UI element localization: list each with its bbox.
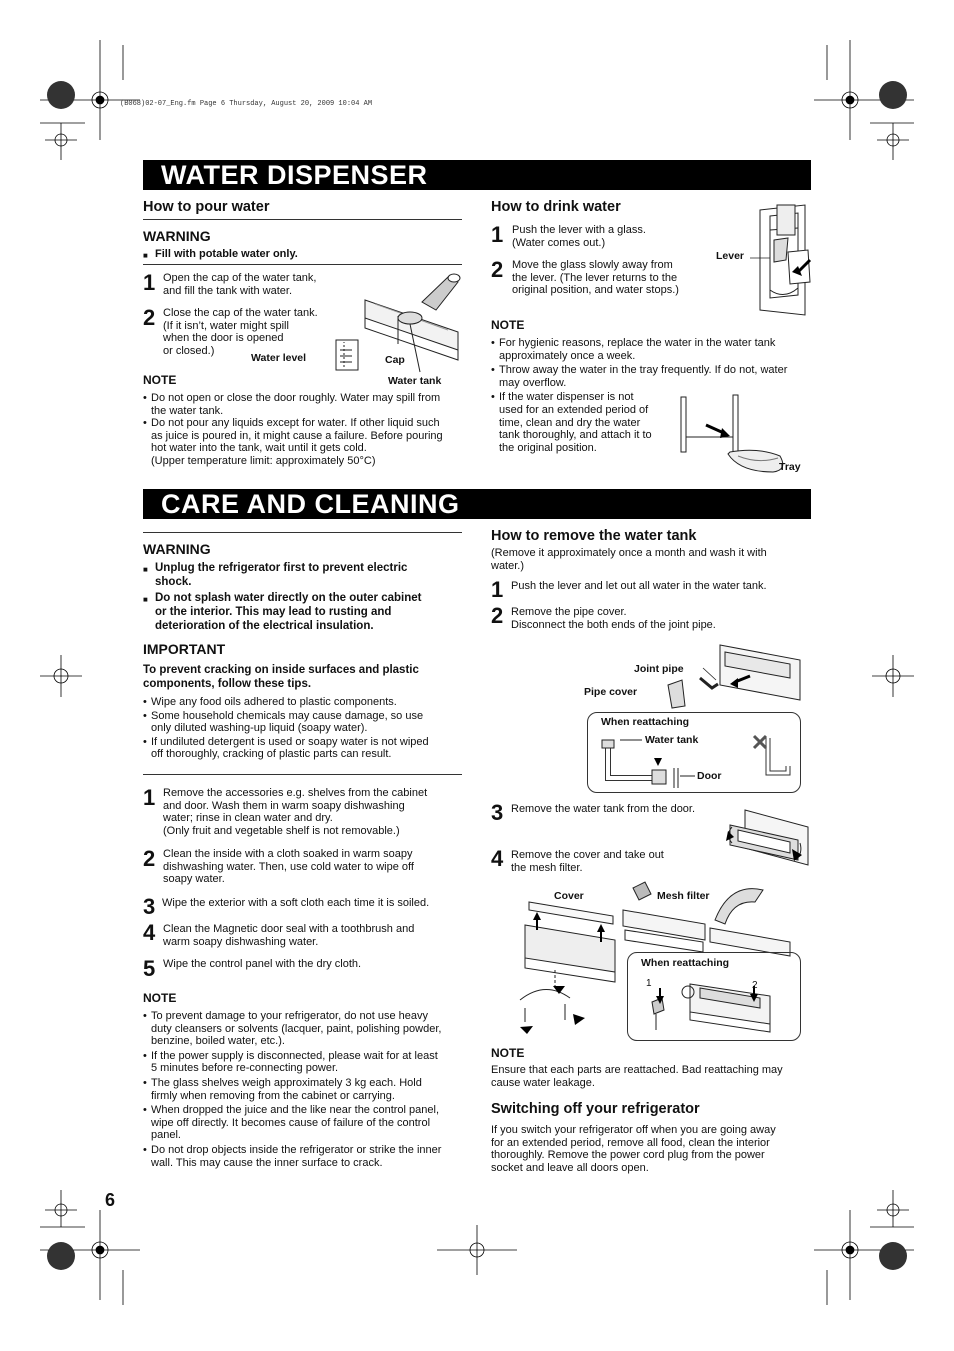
step-number: 2 <box>491 603 504 628</box>
step-number: 1 <box>143 270 156 295</box>
pour-notes <box>143 392 465 468</box>
drink-step-1-text: Push the lever with a glass. (Water comes out.) <box>512 224 646 249</box>
remove-step-1-text: Push the lever and let out all water in the water tank. <box>511 580 767 592</box>
note-label: NOTE <box>143 373 177 387</box>
note-label: NOTE <box>491 1046 525 1060</box>
important-label: IMPORTANT <box>143 641 226 657</box>
heading-how-to-drink-water: How to drink water <box>491 199 621 215</box>
warning-label: WARNING <box>143 541 211 557</box>
heading-remove-water-tank: How to remove the water tank <box>491 528 697 544</box>
warning-item: ■ Fill with potable water only. <box>143 248 298 260</box>
warning-item: ■ Unplug the refrigerator first to prevent electric shock. <box>143 562 408 588</box>
note-item: • For hygienic reasons, replace the water in the water tank approximately once a week. <box>491 337 813 362</box>
care-step-2-text: Clean the inside with a cloth soaked in warm soapy dishwashing water. Then, use cold water to wipe off soapy water. <box>163 848 414 886</box>
divider <box>143 532 462 533</box>
care-notes <box>143 1010 465 1169</box>
note-item: • When dropped the juice and the like near the control panel, wipe off directly. It becomes cause of failure of the control panel. <box>143 1104 465 1142</box>
pour-step-1-text: Open the cap of the water tank, and fill the tank with water. <box>163 272 317 297</box>
step-number: 1 <box>491 222 504 247</box>
care-step-5-text: Wipe the control panel with the dry cloth. <box>163 958 362 970</box>
divider <box>143 219 462 220</box>
care-step-4-text: Clean the Magnetic door seal with a toothbrush and warm soapy dishwashing water. <box>163 923 415 948</box>
step-number: 2 <box>491 257 504 282</box>
care-warnings <box>143 561 465 633</box>
note-item: • Do not pour any liquids except for water. If other liquid such as juice is poured in, it might cause a failure. Before pouring hot water into the tank, wait until it gets cold. (Upper temperature limit: approximately 50°C) <box>143 417 465 467</box>
page-number: 6 <box>105 1190 116 1210</box>
remove-tank-note: Ensure that each parts are reattached. Bad reattaching may cause water leakage. <box>491 1064 783 1089</box>
note-item: • If the power supply is disconnected, please wait for at least 5 minutes before re-connecting power. <box>143 1050 465 1075</box>
step-number: 1 <box>143 785 156 810</box>
section-title-water-dispenser: WATER DISPENSER <box>143 160 811 190</box>
pour-step-2-text: Close the cap of the water tank. (If it isn’t, water might spill when the door is opened or closed.) <box>163 307 318 357</box>
label-joint-pipe: Joint pipe <box>634 663 684 675</box>
label-water-tank-2: Water tank <box>645 734 699 746</box>
label-tray: Tray <box>779 461 801 473</box>
important-item: • Wipe any food oils adhered to plastic components. <box>143 696 465 709</box>
note-item: • The glass shelves weigh approximately 3 kg each. Hold firmly when removing from the cabinet or carrying. <box>143 1077 465 1102</box>
divider <box>143 264 462 265</box>
when-reattaching-label-2: When reattaching <box>641 957 730 969</box>
remove-step-3-text: Remove the water tank from the door. <box>511 803 696 815</box>
switching-off-text: If you switch your refrigerator off when you are going away for an extended period, remove all food, clean the interior thoroughly. Remove the power cord plug from the power socket and leave all doors open. <box>491 1124 776 1174</box>
label-pipe-cover: Pipe cover <box>584 686 638 698</box>
when-reattaching-label: When reattaching <box>601 716 690 728</box>
remove-tank-intro: (Remove it approximately once a month and wash it with water.) <box>491 547 767 572</box>
reattach-mark-2: 2 <box>752 980 758 991</box>
warning-label: WARNING <box>143 228 211 244</box>
label-cover: Cover <box>554 890 584 902</box>
label-lever: Lever <box>716 250 745 262</box>
care-step-3-text: Wipe the exterior with a soft cloth each time it is soiled. <box>162 897 430 909</box>
step-number: 3 <box>491 800 504 825</box>
important-item: • If undiluted detergent is used or soapy water is not wiped off thoroughly, cracking of plastic parts can result. <box>143 736 465 761</box>
step-number: 2 <box>143 305 156 330</box>
label-door: Door <box>697 770 722 782</box>
label-mesh-filter: Mesh filter <box>657 890 710 902</box>
step-number: 4 <box>491 846 504 871</box>
note-item: • If the water dispenser is not used for an extended period of time, clean and dry the water tank thoroughly, and attach it to the original position. <box>491 391 813 454</box>
step-number: 1 <box>491 577 504 602</box>
reattach-mark-1: 1 <box>646 978 652 989</box>
note-item: • Do not drop objects inside the refrigerator or strike the inner wall. This may cause the inner surface to crack. <box>143 1144 465 1169</box>
label-water-level: Water level <box>251 352 307 364</box>
important-item: • Some household chemicals may cause damage, so use only diluted washing-up liquid (soapy water). <box>143 710 465 735</box>
divider <box>143 774 462 775</box>
heading-switching-off: Switching off your refrigerator <box>491 1101 700 1117</box>
important-intro: To prevent cracking on inside surfaces and plastic components, follow these tips. <box>143 664 419 690</box>
important-items <box>143 696 465 761</box>
step-number: 5 <box>143 956 156 981</box>
drink-step-2-text: Move the glass slowly away from the lever. (The lever returns to the original position, and water stops.) <box>512 259 679 297</box>
remove-step-4-text: Remove the cover and take out the mesh filter. <box>511 849 664 874</box>
dispenser-lever-illustration <box>740 200 820 320</box>
section-title-care-and-cleaning: CARE AND CLEANING <box>143 489 811 519</box>
heading-how-to-pour-water: How to pour water <box>143 199 270 215</box>
note-item: • Do not open or close the door roughly. Water may spill from the water tank. <box>143 392 465 417</box>
label-cap: Cap <box>385 354 405 366</box>
reattach-filter-illustration <box>640 974 795 1036</box>
pipe-cover-illustration <box>660 640 810 710</box>
step-number: 3 <box>143 894 156 919</box>
remove-step-2-text: Remove the pipe cover. Disconnect the both ends of the joint pipe. <box>511 606 716 631</box>
remove-tank-illustration <box>720 805 812 880</box>
label-water-tank: Water tank <box>388 375 442 387</box>
note-label: NOTE <box>491 318 525 332</box>
care-step-1-text: Remove the accessories e.g. shelves from the cabinet and door. Wash them in warm soapy dishwashing water; rinse in clean water and dry. (Only fruit and vegetable shelf is not removable.) <box>163 787 428 837</box>
note-item: • To prevent damage to your refrigerator, do not use heavy duty cleansers or solvents (lacquer, paint, polishing powder, benzine, boiled water, etc.). <box>143 1010 465 1048</box>
note-item: • Throw away the water in the tray frequently. If do not, water may overflow. <box>491 364 813 389</box>
step-number: 2 <box>143 846 156 871</box>
note-label: NOTE <box>143 991 177 1005</box>
file-info-header: (B068)02-07_Eng.fm Page 6 Thursday, August 20, 2009 10:04 AM <box>120 100 373 108</box>
warning-item: ■ Do not splash water directly on the outer cabinet or the interior. This may lead to rusting and deterioration of the electrical insulation. <box>143 592 422 632</box>
step-number: 4 <box>143 920 156 945</box>
